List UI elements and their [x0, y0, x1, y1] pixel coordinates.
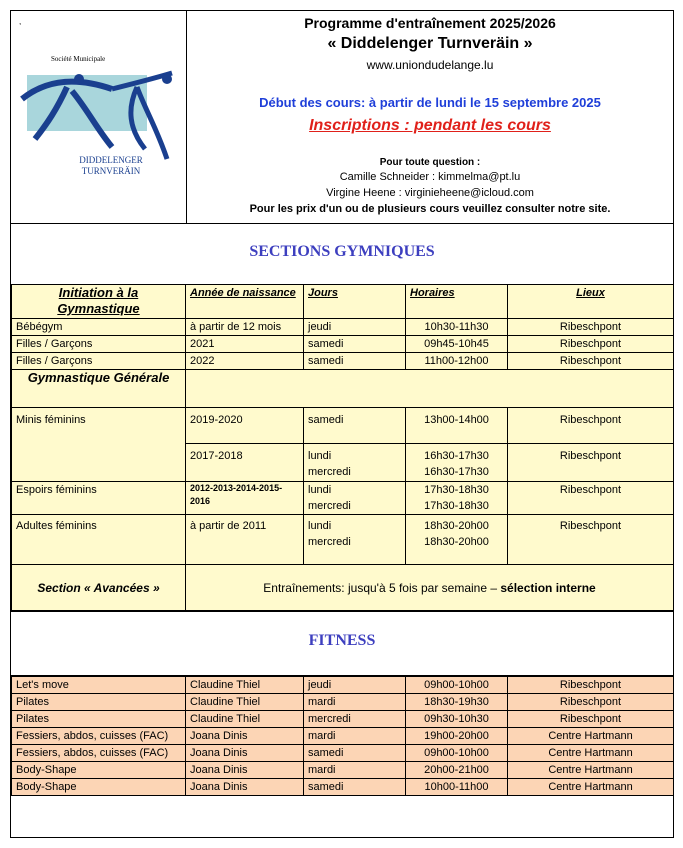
row-year: à partir de 2011 [186, 515, 304, 565]
gym-section-title: SECTIONS GYMNIQUES [249, 243, 435, 260]
table-row [12, 745, 674, 762]
time-2: 16h30-17h30 [424, 466, 489, 478]
row-time: 13h00-14h00 [406, 408, 508, 444]
row-place: Ribeschpont [508, 482, 674, 515]
row-day: samedi [304, 408, 406, 444]
questions-label: Pour toute question : [379, 157, 481, 168]
advanced-row [12, 565, 674, 611]
row-name: Adultes féminins [12, 515, 186, 565]
table-row [12, 515, 674, 565]
row-name: Filles / Garçons [12, 336, 186, 353]
logo-name-line2: TURNVERÄIN [81, 166, 141, 176]
start-date: Début des cours: à partir de lundi le 15 septembre 2025 [259, 95, 601, 110]
row-day: jeudi [304, 319, 406, 336]
row-day: mardi [304, 762, 406, 779]
row-day: mardi [304, 694, 406, 711]
table-row [12, 482, 674, 515]
row-place: Ribeschpont [508, 408, 674, 444]
row-time: 09h45-10h45 [406, 336, 508, 353]
day-2: mercredi [308, 500, 351, 512]
table-row [12, 677, 674, 694]
row-year: 2012-2013-2014-2015-2016 [186, 482, 304, 515]
row-place: Ribeschpont [508, 444, 674, 482]
row-coach: Claudine Thiel [186, 711, 304, 728]
row-place: Ribeschpont [508, 515, 674, 565]
document-page [10, 10, 674, 838]
category-row [12, 370, 674, 408]
contact-1: Camille Schneider : kimmelma@pt.lu [339, 171, 521, 183]
row-times [406, 482, 508, 515]
row-time: 10h00-11h00 [406, 779, 508, 796]
section-divider [11, 611, 673, 612]
table-row [12, 353, 674, 370]
row-name: Filles / Garçons [12, 353, 186, 370]
row-day: mercredi [304, 711, 406, 728]
row-place: Centre Hartmann [508, 745, 674, 762]
row-place: Centre Hartmann [508, 779, 674, 796]
row-day: samedi [304, 745, 406, 762]
row-name: Let's move [12, 677, 186, 694]
row-times [406, 515, 508, 565]
fitness-table [11, 676, 674, 796]
row-place: Ribeschpont [508, 319, 674, 336]
row-place: Ribeschpont [508, 336, 674, 353]
day-1: lundi [308, 520, 332, 532]
table-row [12, 762, 674, 779]
row-place: Ribeschpont [508, 711, 674, 728]
row-year: 2019-2020 [186, 408, 304, 444]
advanced-bold: sélection interne [500, 580, 596, 595]
row-coach: Claudine Thiel [186, 694, 304, 711]
program-title: Programme d'entraînement 2025/2026 [304, 15, 556, 31]
row-coach: Joana Dinis [186, 779, 304, 796]
table-row [12, 779, 674, 796]
day-2: mercredi [308, 466, 351, 478]
row-day: samedi [304, 353, 406, 370]
time-1: 18h30-20h00 [424, 520, 489, 532]
row-name: Bébégym [12, 319, 186, 336]
row-name: Fessiers, abdos, cuisses (FAC) [12, 745, 186, 762]
time-1: 16h30-17h30 [424, 450, 489, 462]
table-row [12, 319, 674, 336]
row-time: 09h30-10h30 [406, 711, 508, 728]
advanced-label: Section « Avancées » [12, 565, 186, 611]
row-days [304, 482, 406, 515]
row-day: samedi [304, 336, 406, 353]
row-name: Minis féminins [12, 408, 186, 482]
club-logo-icon [17, 69, 182, 164]
row-time: 10h30-11h30 [406, 319, 508, 336]
col-hours: Horaires [406, 285, 508, 319]
row-time: 19h00-20h00 [406, 728, 508, 745]
col-places: Lieux [508, 285, 674, 319]
row-days [304, 515, 406, 565]
logo-cell [11, 11, 187, 223]
row-year: 2022 [186, 353, 304, 370]
day-1: lundi [308, 484, 332, 496]
row-place: Ribeschpont [508, 677, 674, 694]
row-times [406, 444, 508, 482]
advanced-text: Entraînements: jusqu'à 5 fois par semaine – [263, 580, 501, 595]
registration-note: Inscriptions : pendant les cours [309, 117, 551, 134]
row-day: jeudi [304, 677, 406, 694]
table-row [12, 408, 674, 444]
day-2: mercredi [308, 536, 351, 548]
time-1: 17h30-18h30 [424, 484, 489, 496]
logo-name-line1: DIDDELENGER [79, 155, 143, 165]
row-year: à partir de 12 mois [186, 319, 304, 336]
fitness-section-title: FITNESS [308, 632, 376, 649]
table-row [12, 728, 674, 745]
row-time: 09h00-10h00 [406, 677, 508, 694]
logo-small-text: Société Municipale [51, 55, 106, 63]
row-place: Centre Hartmann [508, 762, 674, 779]
col-year: Année de naissance [186, 285, 304, 319]
row-time: 09h00-10h00 [406, 745, 508, 762]
header-block [11, 11, 673, 224]
row-coach: Claudine Thiel [186, 677, 304, 694]
row-year: 2017-2018 [186, 444, 304, 482]
corner-mark: , [19, 17, 22, 26]
time-2: 18h30-20h00 [424, 536, 489, 548]
gym-header-row [12, 285, 674, 319]
row-year: 2021 [186, 336, 304, 353]
row-time: 20h00-21h00 [406, 762, 508, 779]
row-name: Pilates [12, 694, 186, 711]
category-general: Gymnastique Générale [12, 370, 186, 408]
time-2: 17h30-18h30 [424, 500, 489, 512]
row-time: 11h00-12h00 [406, 353, 508, 370]
row-place: Ribeschpont [508, 694, 674, 711]
prices-note: Pour les prix d'un ou de plusieurs cours veuillez consulter notre site. [249, 203, 611, 215]
contact-2: Virgine Heene : virginieheene@icloud.com [326, 187, 534, 199]
row-coach: Joana Dinis [186, 762, 304, 779]
row-days [304, 444, 406, 482]
row-name: Body-Shape [12, 779, 186, 796]
row-name: Body-Shape [12, 762, 186, 779]
row-place: Centre Hartmann [508, 728, 674, 745]
row-day: samedi [304, 779, 406, 796]
row-time: 18h30-19h30 [406, 694, 508, 711]
table-row [12, 711, 674, 728]
club-title: « Diddelenger Turnveräin » [327, 35, 533, 52]
row-name: Fessiers, abdos, cuisses (FAC) [12, 728, 186, 745]
col-days: Jours [304, 285, 406, 319]
row-day: mardi [304, 728, 406, 745]
row-name: Espoirs féminins [12, 482, 186, 515]
table-row [12, 694, 674, 711]
row-name: Pilates [12, 711, 186, 728]
category-filler [186, 370, 674, 408]
row-coach: Joana Dinis [186, 728, 304, 745]
gym-table [11, 284, 674, 611]
row-place: Ribeschpont [508, 353, 674, 370]
website-link[interactable]: www.uniondudelange.lu [366, 58, 494, 72]
row-coach: Joana Dinis [186, 745, 304, 762]
table-row [12, 336, 674, 353]
day-1: lundi [308, 450, 332, 462]
advanced-info [186, 565, 674, 611]
logo-name [66, 155, 156, 177]
category-initiation: Initiation à la Gymnastique [12, 285, 186, 319]
